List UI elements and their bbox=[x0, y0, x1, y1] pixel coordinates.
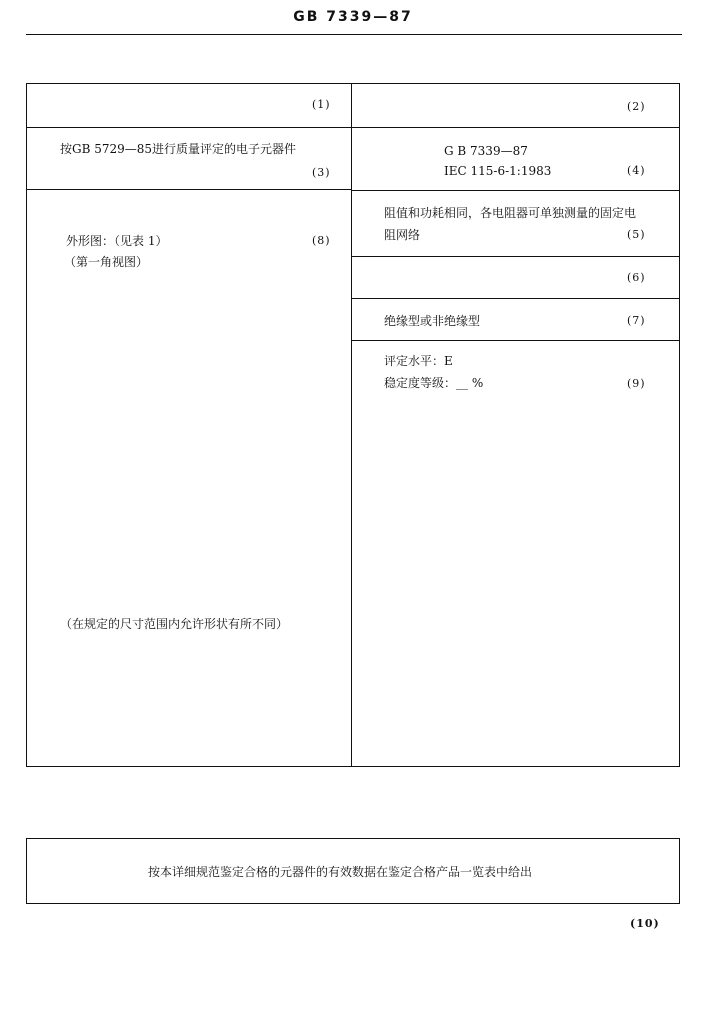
cell-5-line2: 阻网络 bbox=[384, 228, 421, 242]
row-divider-1 bbox=[27, 127, 679, 128]
cell-4-line1: G B 7339—87 bbox=[444, 144, 528, 158]
cell-9-line1: 评定水平：E bbox=[384, 354, 453, 368]
cell-2-number: (2) bbox=[627, 100, 646, 113]
document-header-title: GB 7339—87 bbox=[293, 9, 413, 25]
row-divider-left-2 bbox=[27, 189, 351, 190]
cell-3-text: 按GB 5729—85进行质量评定的电子元器件 bbox=[60, 142, 297, 156]
cell-4-line2: IEC 115-6-1:1983 bbox=[444, 164, 552, 178]
cell-7-number: (7) bbox=[627, 314, 646, 327]
row-divider-right-4 bbox=[351, 298, 679, 299]
cell-9-line2: 稳定度等级：__ % bbox=[384, 376, 484, 390]
table-column-divider bbox=[351, 84, 352, 767]
cell-6-number: (6) bbox=[627, 271, 646, 284]
cell-8-line1: 外形图：（见表 1） bbox=[66, 234, 168, 248]
cell-1-number: (1) bbox=[312, 98, 331, 111]
row-divider-right-5 bbox=[351, 340, 679, 341]
cell-3-number: (3) bbox=[312, 166, 331, 179]
cell-4-number: (4) bbox=[627, 164, 646, 177]
cell-5-line1: 阻值和功耗相同，各电阻器可单独测量的固定电 bbox=[384, 206, 637, 220]
cell-7-text: 绝缘型或非绝缘型 bbox=[384, 314, 481, 328]
row-divider-right-3 bbox=[351, 256, 679, 257]
cell-8-note: （在规定的尺寸范围内允许形状有所不同） bbox=[60, 617, 289, 631]
header-rule bbox=[26, 34, 682, 35]
cell-8-line2: （第一角视图） bbox=[64, 255, 149, 269]
row-divider-right-2 bbox=[351, 190, 679, 191]
cell-9-number: (9) bbox=[627, 377, 646, 390]
footer-number: (10) bbox=[630, 917, 660, 930]
cell-5-number: (5) bbox=[627, 228, 646, 241]
spec-table bbox=[26, 83, 680, 767]
cell-8-number: (8) bbox=[312, 234, 331, 247]
footer-box-text: 按本详细规范鉴定合格的元器件的有效数据在鉴定合格产品一览表中给出 bbox=[148, 865, 533, 879]
